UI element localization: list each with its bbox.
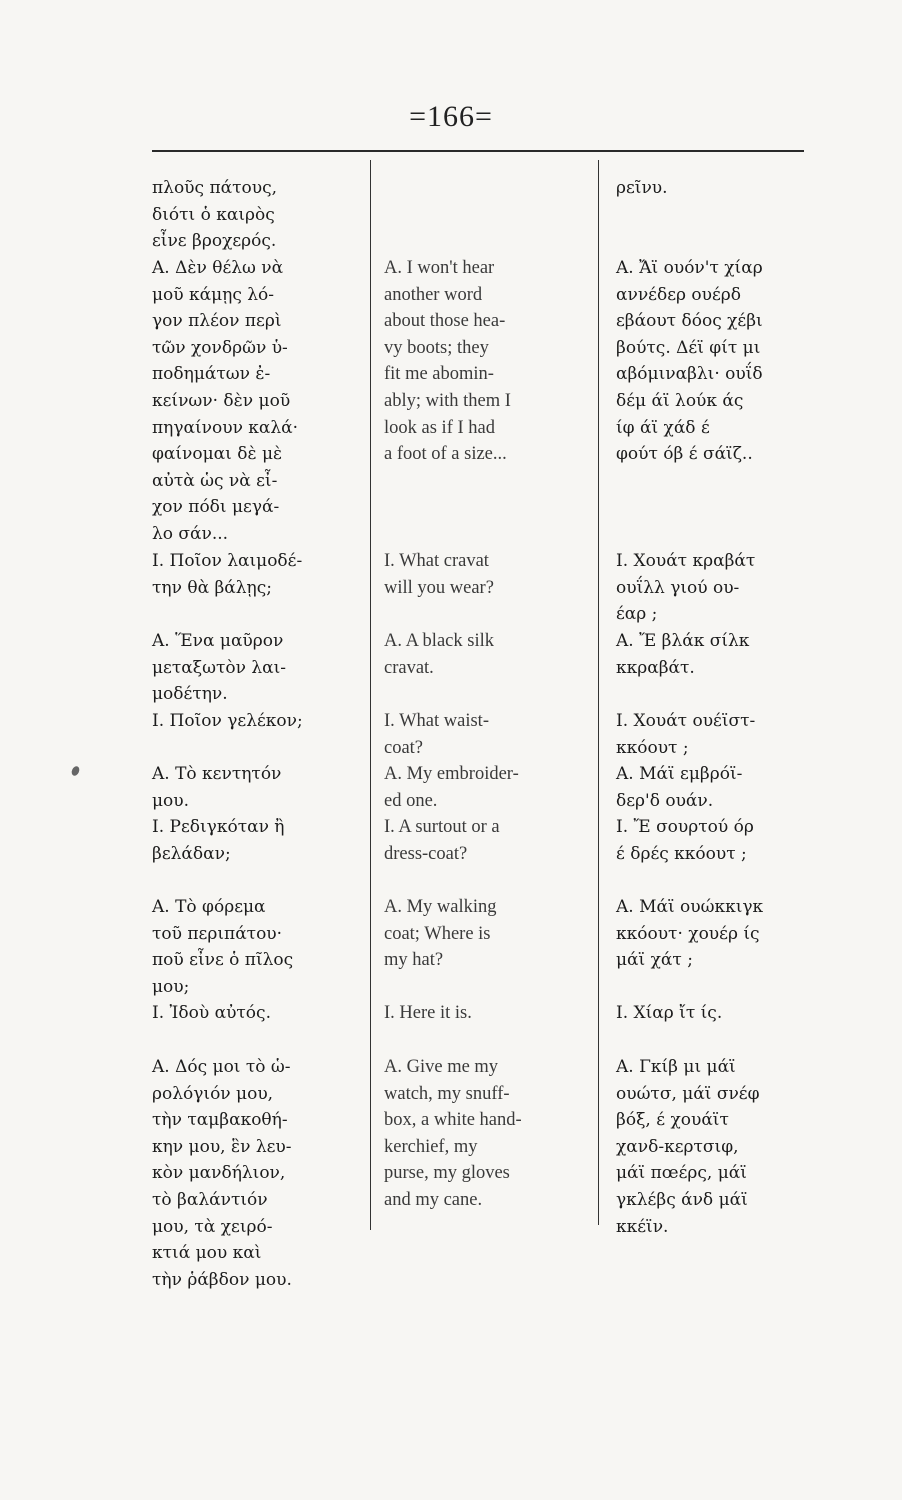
greek-entry — [152, 814, 367, 867]
transliteration-line: χανδ-κερτσιφ, — [616, 1136, 739, 1157]
english-line: my hat? — [384, 950, 444, 971]
greek-line: χον πόδι μεγά- — [152, 497, 280, 518]
greek-line: αὐτὰ ὡς νὰ εἶ- — [152, 470, 278, 491]
transliteration-line: Ι. Χουάτ ουέϊστ- — [616, 711, 756, 731]
greek-line: μεταξωτὸν λαι- — [152, 657, 287, 678]
greek-line: φαίνομαι δὲ μὲ — [152, 444, 283, 465]
greek-line: τὴν ταμβακοθή- — [152, 1110, 288, 1131]
margin-ink-mark — [70, 765, 81, 777]
greek-entry — [152, 761, 367, 814]
greek-line: κην μου, ἓν λευ- — [152, 1136, 292, 1157]
english-line: I. Here it is. — [384, 1003, 472, 1023]
english-line: ed one. — [384, 790, 438, 811]
english-line: fit me abomin- — [384, 364, 494, 385]
greek-line: κείνων· δὲν μοῦ — [152, 390, 291, 411]
english-line: watch, my snuff- — [384, 1083, 510, 1104]
english-line: look as if I had — [384, 417, 495, 438]
greek-entry — [152, 1000, 367, 1027]
transliteration-line: κκόουτ· χουέρ ίς — [616, 923, 760, 944]
transliteration-line: Α. Ἄϊ ουόν'τ χίαρ — [616, 258, 763, 278]
greek-line: εἶνε βροχερός. — [152, 231, 277, 252]
transliteration-line: έαρ ; — [616, 604, 658, 625]
english-line: coat; Where is — [384, 923, 491, 944]
english-line: A. Give me my — [384, 1057, 499, 1077]
greek-line: Α. Δός μοι τὸ ὡ- — [152, 1057, 291, 1077]
transliteration-line: βόξ, έ χουάϊτ — [616, 1110, 729, 1131]
transliteration-line: Ι. Ἔ σουρτού όρ — [616, 817, 754, 837]
english-line: I. A surtout or a — [384, 817, 500, 837]
greek-line: Α. Τὸ φόρεμα — [152, 897, 266, 917]
transliteration-line: γκλέβς άνδ μάϊ — [616, 1189, 748, 1210]
transliteration-entry — [616, 1054, 816, 1240]
english-entry — [384, 548, 584, 601]
greek-line: μοῦ κάμῃς λό- — [152, 284, 275, 305]
greek-line: Ι. Ποῖον λαιμοδέ- — [152, 551, 303, 571]
transliteration-line: κκραβάτ. — [616, 657, 695, 678]
greek-line: τὸ βαλάντιόν — [152, 1189, 268, 1210]
transliteration-line: ρεῖνυ. — [616, 178, 668, 198]
english-line: coat? — [384, 737, 424, 758]
greek-entry — [152, 894, 367, 1000]
greek-entry — [152, 548, 367, 601]
transliteration-line: ουώτσ, μάϊ σνέφ — [616, 1083, 760, 1104]
column-rule-right — [598, 160, 599, 1225]
english-entry — [384, 708, 584, 761]
english-line: purse, my gloves — [384, 1163, 510, 1184]
greek-entry — [152, 175, 367, 255]
transliteration-entry — [616, 814, 816, 867]
greek-line: πλοῦς πάτους, — [152, 178, 277, 198]
transliteration-line: Α. Ἔ βλάκ σίλκ — [616, 631, 750, 651]
greek-line: Ι. Ρεδιγκόταν ἢ — [152, 817, 285, 837]
greek-line: ρολόγιόν μου, — [152, 1083, 274, 1104]
transliteration-line: έ δρές κκόουτ ; — [616, 843, 747, 864]
transliteration-line: βούτς. Δέϊ φίτ μι — [616, 337, 761, 358]
greek-line: τὴν ῥάβδον μου. — [152, 1269, 292, 1290]
english-line: about those hea- — [384, 311, 506, 332]
english-line: I. What waist- — [384, 711, 489, 731]
transliteration-line: Α. Μάϊ εμβρόϊ- — [616, 764, 743, 784]
greek-line: βελάδαν; — [152, 843, 231, 864]
english-entry — [384, 894, 584, 974]
transliteration-entry — [616, 175, 816, 202]
transliteration-entry — [616, 255, 816, 468]
greek-line: λο σάν... — [152, 523, 229, 544]
english-line: A. My embroider- — [384, 764, 519, 784]
english-line: cravat. — [384, 657, 434, 678]
greek-line: πηγαίνουν καλά· — [152, 417, 299, 438]
transliteration-line: κκόουτ ; — [616, 737, 689, 758]
transliteration-entry — [616, 628, 816, 681]
english-line: dress-coat? — [384, 843, 468, 864]
greek-line: ποῦ εἶνε ὁ πῖλος — [152, 950, 294, 971]
transliteration-line: Ι. Χουάτ κραβάτ — [616, 551, 756, 571]
english-entry — [384, 1000, 584, 1027]
transliteration-entry — [616, 708, 816, 761]
english-line: and my cane. — [384, 1189, 483, 1210]
greek-line: Ι. Ἰδοὺ αὐτός. — [152, 1003, 271, 1023]
english-entry — [384, 255, 584, 468]
greek-line: Ι. Ποῖον γελέκον; — [152, 711, 303, 731]
transliteration-line: δέμ άϊ λούκ άς — [616, 390, 744, 411]
page-number: =166= — [409, 100, 493, 133]
transliteration-line: μάϊ πœέρς, μάϊ — [616, 1163, 747, 1184]
english-line: another word — [384, 284, 483, 305]
greek-line: ποδημάτων ἐ- — [152, 364, 271, 385]
transliteration-line: κκέϊν. — [616, 1216, 669, 1237]
greek-entry — [152, 255, 367, 548]
english-line: A. A black silk — [384, 631, 494, 651]
greek-line: κὸν μανδήλιον, — [152, 1163, 286, 1184]
greek-entry — [152, 1054, 367, 1293]
english-line: A. I won't hear — [384, 258, 495, 278]
english-line: a foot of a size... — [384, 444, 507, 465]
greek-line: Α. Ἕνα μαῦρον — [152, 631, 284, 651]
english-line: vy boots; they — [384, 337, 489, 358]
transliteration-entry — [616, 761, 816, 814]
transliteration-line: Ι. Χίαρ ἴτ ίς. — [616, 1003, 723, 1023]
greek-line: Α. Δὲν θέλω νὰ — [152, 258, 284, 278]
greek-entry — [152, 708, 367, 735]
english-line: kerchief, my — [384, 1136, 478, 1157]
english-line: A. My walking — [384, 897, 497, 917]
greek-line: Α. Τὸ κεντητόν — [152, 764, 282, 784]
transliteration-entry — [616, 1000, 816, 1027]
english-line: ably; with them I — [384, 390, 511, 411]
greek-line: γον πλέον περὶ — [152, 311, 282, 332]
english-line: box, a white hand- — [384, 1110, 522, 1131]
transliteration-line: Α. Μάϊ ουώκκιγκ — [616, 897, 764, 917]
english-entry — [384, 628, 584, 681]
transliteration-line: αννέδερ ουέρδ — [616, 284, 742, 305]
english-entry — [384, 1054, 584, 1214]
transliteration-line: δερ'δ ουάν. — [616, 790, 714, 811]
greek-line: κτιά μου καὶ — [152, 1243, 262, 1264]
transliteration-line: εβάουτ δόος χέβι — [616, 311, 763, 332]
greek-line: τῶν χονδρῶν ὑ- — [152, 337, 288, 358]
transliteration-line: Α. Γκίβ μι μάϊ — [616, 1057, 736, 1077]
transliteration-line: αβόμιναβλι· ουΐδ — [616, 364, 763, 385]
english-line: will you wear? — [384, 577, 494, 598]
transliteration-line: ίφ άϊ χάδ έ — [616, 417, 710, 438]
transliteration-line: ουΐλλ γιού ου- — [616, 577, 740, 598]
transliteration-entry — [616, 894, 816, 974]
greek-line: μου, τὰ χειρό- — [152, 1216, 273, 1237]
english-entry — [384, 761, 584, 814]
english-entry — [384, 814, 584, 867]
greek-line: μου. — [152, 790, 190, 811]
greek-line: μοδέτην. — [152, 684, 228, 705]
greek-line: διότι ὁ καιρὸς — [152, 204, 275, 225]
greek-line: την θὰ βάλῃς; — [152, 577, 272, 598]
greek-entry — [152, 628, 367, 708]
top-rule — [152, 150, 804, 152]
greek-line: μου; — [152, 976, 190, 997]
column-rule-left — [370, 160, 371, 1230]
transliteration-line: φούτ όβ έ σάϊζ.. — [616, 444, 753, 465]
transliteration-line: μάϊ χάτ ; — [616, 950, 693, 971]
english-line: I. What cravat — [384, 551, 489, 571]
transliteration-entry — [616, 548, 816, 628]
greek-line: τοῦ περιπάτου· — [152, 923, 283, 944]
